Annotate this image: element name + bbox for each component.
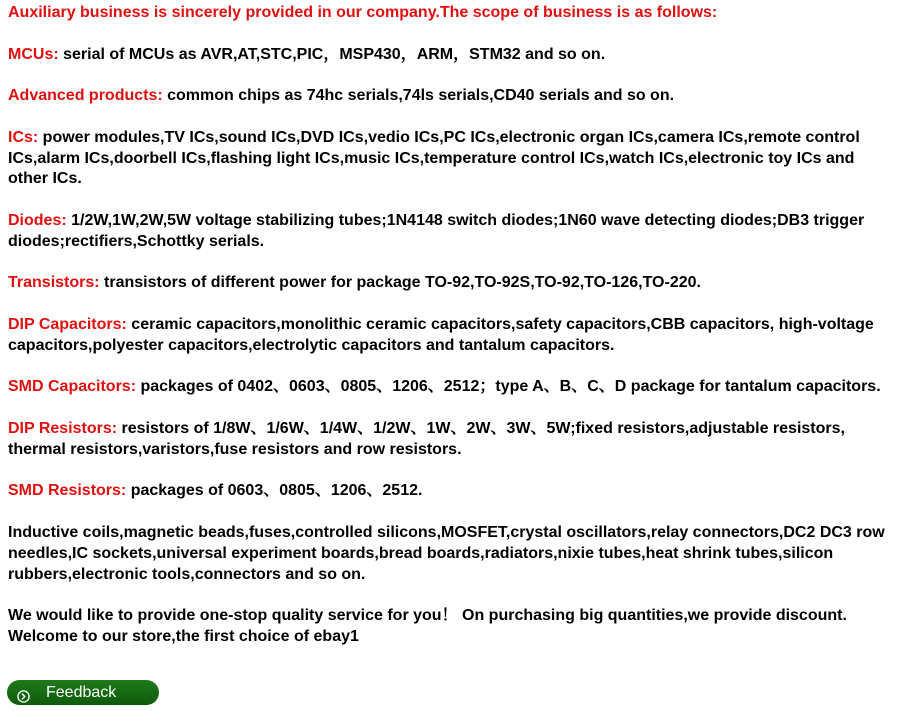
section-transistors	[8, 273, 898, 294]
section-label: SMD Resistors:	[8, 482, 127, 500]
closing-line-2: Welcome to our store,the first choice of ebay1	[8, 627, 359, 645]
section-text: serial of MCUs as AVR,AT,STC,PIC，MSP430，ARM，STM32 and so on.	[58, 45, 606, 63]
section-diodes	[8, 211, 898, 253]
business-scope-document	[8, 3, 898, 648]
section-label: MCUs:	[8, 45, 59, 63]
section-advanced-products	[8, 86, 898, 107]
section-smd-capacitors	[8, 377, 898, 398]
section-label: DIP Capacitors:	[8, 315, 127, 333]
section-text: resistors of 1/8W、1/6W、1/4W、1/2W、1W、2W、3W、5W;fixed resistors,adjustable resistors, thermal resistors,varistors,fuse resistors and row resistors.	[8, 419, 845, 458]
section-smd-resistors	[8, 481, 898, 502]
closing-paragraph	[8, 606, 898, 648]
section-label: SMD Capacitors:	[8, 378, 137, 396]
section-label: Transistors:	[8, 274, 100, 292]
closing-line-1: We would like to provide one-stop quality service for you！ On purchasing big quantities,we provide discount.	[8, 607, 847, 625]
section-text: common chips as 74hc serials,74ls serials,CD40 serials and so on.	[162, 87, 675, 105]
section-dip-capacitors	[8, 315, 898, 357]
section-text: packages of 0603、0805、1206、2512.	[126, 482, 423, 500]
section-ics	[8, 128, 898, 190]
chevron-right-circle-icon	[17, 686, 30, 699]
feedback-label: Feedback	[46, 684, 117, 701]
section-text: transistors of different power for package TO-92,TO-92S,TO-92,TO-126,TO-220.	[99, 274, 701, 292]
section-label: ICs:	[8, 128, 39, 146]
feedback-button[interactable]	[7, 680, 159, 705]
section-label: Advanced products:	[8, 87, 163, 105]
section-mcus	[8, 45, 898, 66]
section-dip-resistors	[8, 419, 898, 461]
section-text: 1/2W,1W,2W,5W voltage stabilizing tubes;1N4148 switch diodes;1N60 wave detecting diodes;DB3 trigger diodes;rectifiers,Schottky serials.	[8, 211, 865, 250]
section-text: power modules,TV ICs,sound ICs,DVD ICs,vedio ICs,PC ICs,electronic organ ICs,camera ICs,remote control ICs,alarm ICs,doorbell ICs,flashing light ICs,music ICs,temperature control ICs,watch ICs,electronic toy ICs and other ICs.	[8, 128, 860, 188]
section-label: DIP Resistors:	[8, 419, 118, 437]
page-heading: Auxiliary business is sincerely provided in our company.The scope of business is as follows:	[8, 4, 718, 21]
section-text: packages of 0402、0603、0805、1206、2512；type A、B、C、D package for tantalum capacitors.	[136, 378, 881, 396]
other-products-paragraph: Inductive coils,magnetic beads,fuses,controlled silicons,MOSFET,crystal oscillators,relay connectors,DC2 DC3 row needles,IC sockets,universal experiment boards,bread boards,radiators,nixie tubes,heat shrink tubes,silicon rubbers,electronic tools,connectors and so on.	[8, 523, 885, 583]
section-label: Diodes:	[8, 211, 67, 229]
section-text: ceramic capacitors,monolithic ceramic capacitors,safety capacitors,CBB capacitors, high-voltage capacitors,polyester capacitors,electrolytic capacitors and tantalum capacitors.	[8, 315, 874, 354]
